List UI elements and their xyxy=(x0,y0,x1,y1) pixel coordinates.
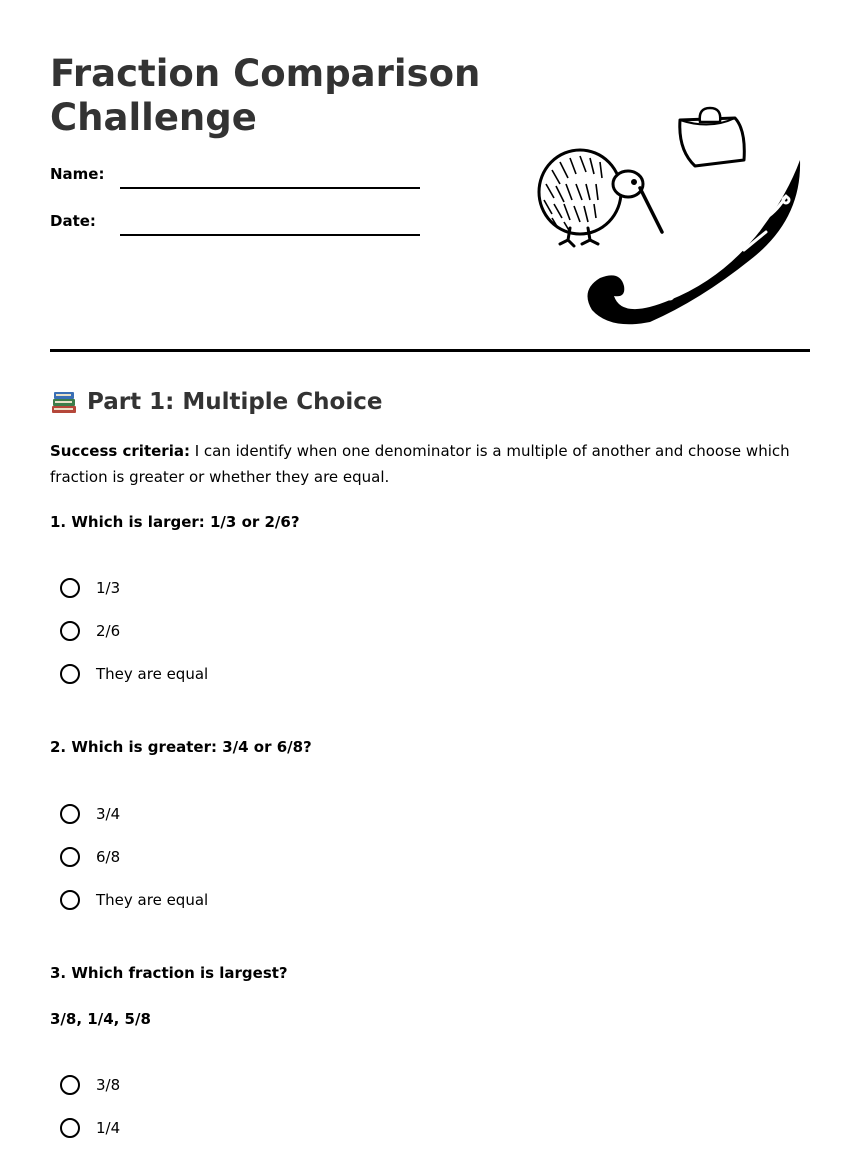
option-label: They are equal xyxy=(96,891,209,909)
radio-button[interactable] xyxy=(60,804,80,824)
radio-button[interactable] xyxy=(60,890,80,910)
question-1-option-3[interactable] xyxy=(60,664,208,684)
part-1-heading xyxy=(50,388,382,416)
question-2-option-3[interactable] xyxy=(60,890,208,910)
part-1-title: Part 1: Multiple Choice xyxy=(87,389,383,415)
question-3-prompt: 3. Which fraction is largest? xyxy=(50,964,288,982)
radio-button[interactable] xyxy=(60,847,80,867)
date-label: Date: xyxy=(50,212,96,230)
kiwi-bird-icon xyxy=(539,150,662,246)
option-label: 6/8 xyxy=(96,848,121,866)
name-label: Name: xyxy=(50,165,105,183)
criteria-label: Success criteria: xyxy=(50,442,190,460)
name-field[interactable] xyxy=(120,187,420,189)
question-3-option-1[interactable] xyxy=(60,1075,120,1095)
radio-button[interactable] xyxy=(60,621,80,641)
question-3-option-2[interactable] xyxy=(60,1118,120,1138)
question-2-option-2[interactable] xyxy=(60,847,120,867)
question-1-prompt: 1. Which is larger: 1/3 or 2/6? xyxy=(50,513,300,531)
question-3-subprompt: 3/8, 1/4, 5/8 xyxy=(50,1010,151,1028)
criteria-text: I can identify when one denominator is a multiple of another and choose which fraction is greater or whether they are equal. xyxy=(50,442,790,486)
option-label: 3/4 xyxy=(96,805,121,823)
sweet-icon xyxy=(680,108,745,166)
success-criteria xyxy=(50,438,815,490)
radio-button[interactable] xyxy=(60,664,80,684)
question-1-option-1[interactable] xyxy=(60,578,120,598)
question-2-option-1[interactable] xyxy=(60,804,120,824)
question-1-option-2[interactable] xyxy=(60,621,120,641)
option-label: 1/4 xyxy=(96,1119,121,1137)
page-title: Fraction Comparison Challenge xyxy=(50,52,481,139)
header-illustration xyxy=(530,100,810,330)
option-label: They are equal xyxy=(96,665,209,683)
section-divider xyxy=(50,349,810,352)
radio-button[interactable] xyxy=(60,1075,80,1095)
question-2-prompt: 2. Which is greater: 3/4 or 6/8? xyxy=(50,738,312,756)
radio-button[interactable] xyxy=(60,578,80,598)
option-label: 2/6 xyxy=(96,622,121,640)
books-icon xyxy=(50,388,78,416)
option-label: 1/3 xyxy=(96,579,121,597)
radio-button[interactable] xyxy=(60,1118,80,1138)
option-label: 3/8 xyxy=(96,1076,121,1094)
date-field[interactable] xyxy=(120,234,420,236)
